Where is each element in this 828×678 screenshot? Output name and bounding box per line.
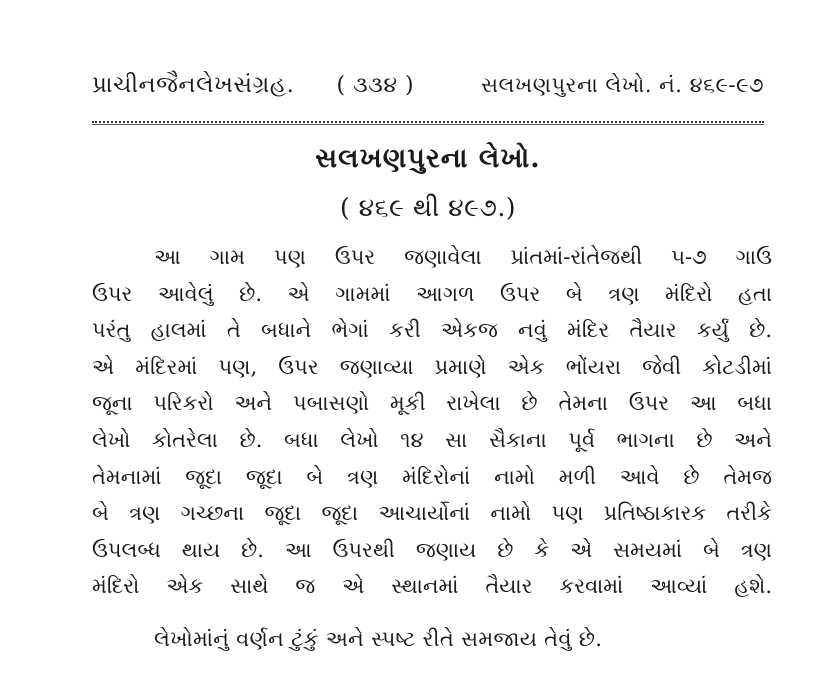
running-header xyxy=(92,72,764,112)
article-subtitle: ( ૪૬૯ થી ૪૯૭.) xyxy=(339,193,517,222)
header-rule-dotted xyxy=(92,121,764,123)
closing-line: લેખોમાંનું વર્ણન ટુંકું અને સ્પષ્ટ રીતે સમજાય તેવું છે. xyxy=(154,627,603,651)
paragraph-line: આ ગામ પણ ઉપર જણાવેલા પ્રાંતમાં-રાંતેજથી ૫-૭ ગાઉ xyxy=(154,245,772,269)
paragraph-line: પરંતુ હાલમાં તે બધાને ભેગાં કરી એકજ નવું મંદિર તૈયાર કર્યું છે. xyxy=(92,318,772,343)
header-rule-solid xyxy=(92,124,764,125)
paragraph-line: ઉપલબ્ધ થાય છે. આ ઉપરથી જણાય છે કે એ સમયમાં બે ત્રણ xyxy=(92,537,772,562)
paragraph-line: તેમનામાં જૂદા જૂદા બે ત્રણ મંદિરોનાં નામો મળી આવે છે તેમજ xyxy=(92,464,772,489)
body-paragraph xyxy=(92,239,772,605)
paragraph-line: લેખો કોતરેલા છે. બધા લેખો ૧૪ સા સૈકાના પૂર્વ ભાગના છે અને xyxy=(92,427,772,452)
book-title: પ્રાચીનજૈનલેખસંગ્રહ. xyxy=(92,72,295,98)
paragraph-line: ઉપર આવેલું છે. એ ગામમાં આગળ ઉપર બે ત્રણ મંદિરો હતા xyxy=(92,281,772,306)
section-reference: સલખણપુરના લેખો. નં. ૪૬૯-૯૭ xyxy=(481,73,764,97)
paragraph-line: બે ત્રણ ગચ્છના જૂદા જૂદા આચાર્યોનાં નામો પણ પ્રતિષ્ઠાકારક તરીકે xyxy=(92,501,772,526)
paragraph-line: જૂના પરિકરો અને પબાસણો મૂકી રાખેલા છે તેમના ઉપર આ બધા xyxy=(92,391,772,416)
page-number: ( ૩૩૪ ) xyxy=(336,73,415,98)
article-title: સલખણપુરના લેખો. xyxy=(315,143,541,174)
paragraph-line: એ મંદિરમાં પણ, ઉપર જણાવ્યા પ્રમાણે એક ભોંયરા જેવી કોટડીમાં xyxy=(92,354,772,379)
paragraph-line: મંદિરો એક સાથે જ એ સ્થાનમાં તૈયાર કરવામાં આવ્યાં હશે. xyxy=(92,574,772,599)
